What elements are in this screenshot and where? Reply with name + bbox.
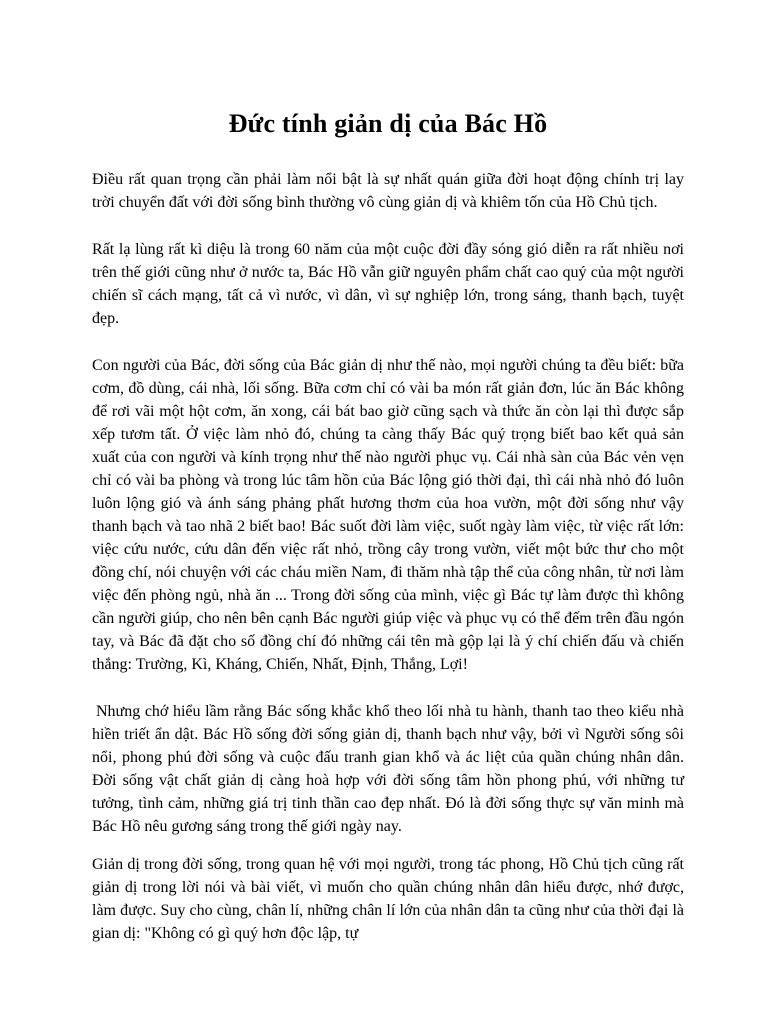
paragraph-3: Con người của Bác, đời sống của Bác giản dị như thế nào, mọi người chúng ta đều biết: bữa cơm, đồ dùng, cái nhà, lối sống. Bữa cơm chỉ có vài ba món rất giản đơn, lúc ăn Bác không để rơi vãi một hột cơm, ăn xong, cái bát bao giờ cũng sạch và thức ăn còn lại thì được sắp xếp tươm tất. Ở việc làm nhỏ đó, chúng ta càng thấy Bác quý trọng biết bao kết quả sản xuất của con người và kính trọng như thế nào người phục vụ. Cái nhà sàn của Bác vẻn vẹn chỉ có vài ba phòng và trong lúc tâm hồn của Bác lộng gió thời đại, thì cái nhà nhỏ đó luôn luôn lộng gió và ánh sáng phảng phất hương thơm của hoa vườn, một đời sống như vậy thanh bạch và tao nhã 2 biết bao! Bác suốt đời làm việc, suốt ngày làm việc, từ việc rất lớn: việc cứu nước, cứu dân đến việc rất nhỏ, trồng cây trong vườn, viết một bức thư cho một đồng chí, nói chuyện với các cháu miền Nam, đi thăm nhà tập thể của công nhân, từ nơi làm việc đến phòng ngủ, nhà ăn ... Trong đời sống của mình, việc gì Bác tự làm được thì không cần người giúp, cho nên bên cạnh Bác người giúp việc và phục vụ có thể đếm trên đầu ngón tay, và Bác đã đặt cho số đồng chí đó những cái tên mà gộp lại là ý chí chiến đấu và chiến thắng: Trường, Kì, Kháng, Chiến, Nhất, Định, Thắng, Lợi! xyxy=(92,357,684,673)
document-title: Đức tính giản dị của Bác Hồ xyxy=(228,109,548,138)
paragraph-1: Điều rất quan trọng cần phải làm nổi bật là sự nhất quán giữa đời hoạt động chính trị lay trời chuyển đất với đời sống bình thường vô cùng giản dị và khiêm tốn của Hồ Chủ tịch. xyxy=(92,171,684,211)
paragraph-2: Rất lạ lùng rất kì diệu là trong 60 năm của một cuộc đời đầy sóng gió diễn ra rất nhiều nơi trên thế giới cũng như ở nước ta, Bác Hồ vẫn giữ nguyên phẩm chất cao quý của một người chiến sĩ cách mạng, tất cả vì nước, vì dân, vì sự nghiệp lớn, trong sáng, thanh bạch, tuyệt đẹp. xyxy=(92,241,684,327)
paragraph-5: Giản dị trong đời sống, trong quan hệ với mọi người, trong tác phong, Hồ Chủ tịch cũng rất giản dị trong lời nói và bài viết, vì muốn cho quần chúng nhân dân hiểu được, nhớ được, làm được. Suy cho cùng, chân lí, những chân lí lớn của nhân dân ta cũng như của thời đại là gian dị: "Không có gì quý hơn độc lập, tự xyxy=(92,856,684,942)
paragraph-4: Nhưng chớ hiểu lầm rằng Bác sống khắc khổ theo lối nhà tu hành, thanh tao theo kiểu nhà hiền triết ẩn dật. Bác Hồ sống đời sống giản dị, thanh bạch như vậy, bởi vì Người sống sôi nổi, phong phú đời sống và cuộc đấu tranh gian khổ và ác liệt của quần chúng nhân dân. Đời sống vật chất giản dị càng hoà hợp với đời sống tâm hồn phong phú, với những tư tưởng, tình cảm, những giá trị tinh thần cao đẹp nhất. Đó là đời sống thực sự văn minh mà Bác Hồ nêu gương sáng trong thế giới ngày nay. xyxy=(92,703,684,835)
